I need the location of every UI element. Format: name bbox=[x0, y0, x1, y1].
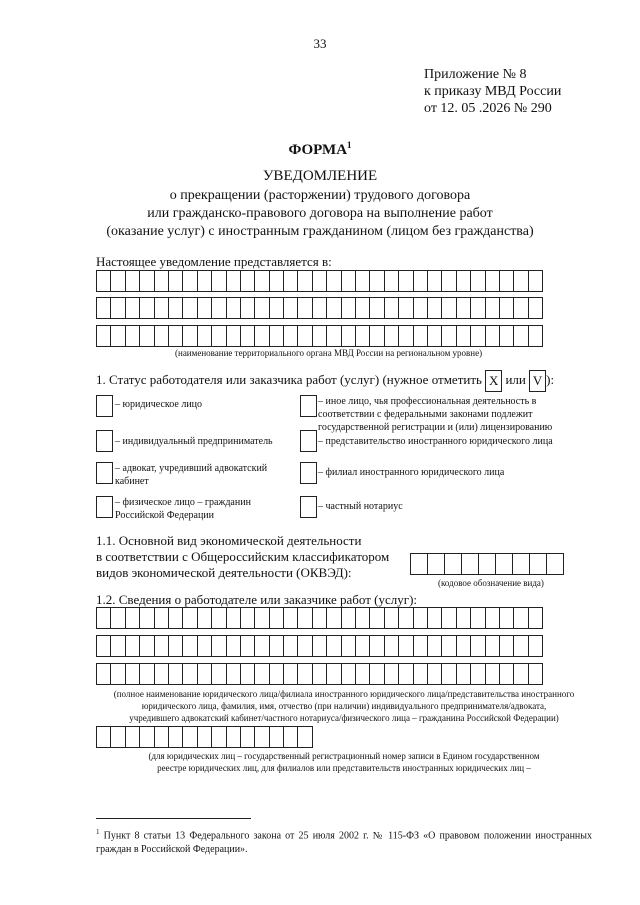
grid-cell[interactable] bbox=[154, 635, 169, 657]
grid-cell[interactable] bbox=[355, 270, 370, 292]
grid-cell[interactable] bbox=[513, 607, 528, 629]
grid-cell[interactable] bbox=[485, 635, 500, 657]
grid-cell[interactable] bbox=[427, 635, 442, 657]
grid-cell[interactable] bbox=[125, 726, 140, 748]
grid-cell[interactable] bbox=[226, 663, 241, 685]
grid-cell[interactable] bbox=[197, 325, 212, 347]
grid-cell[interactable] bbox=[254, 635, 269, 657]
grid-cell[interactable] bbox=[427, 607, 442, 629]
grid-cell[interactable] bbox=[456, 663, 471, 685]
employer-caption-line-1: (полное наименование юридического лица/филиала иностранного юридического лица/представительства иностранного bbox=[113, 689, 575, 699]
grid-cell[interactable] bbox=[269, 726, 284, 748]
grid-cell[interactable] bbox=[398, 635, 413, 657]
grid-cell[interactable] bbox=[182, 270, 197, 292]
grid-cell[interactable] bbox=[528, 635, 543, 657]
grid-cell[interactable] bbox=[269, 297, 284, 319]
grid-cell[interactable] bbox=[499, 663, 514, 685]
grid-cell[interactable] bbox=[441, 607, 456, 629]
grid-cell[interactable] bbox=[413, 270, 428, 292]
grid-cell[interactable] bbox=[226, 270, 241, 292]
grid-cell[interactable] bbox=[96, 726, 111, 748]
section-1-1-line-1: 1.1. Основной вид экономической деятельности bbox=[96, 533, 362, 548]
grid-cell[interactable] bbox=[96, 325, 111, 347]
grid-cell[interactable] bbox=[240, 726, 255, 748]
grid-cell[interactable] bbox=[384, 663, 399, 685]
territorial-grid-row-2[interactable] bbox=[96, 297, 542, 319]
grid-cell[interactable] bbox=[182, 297, 197, 319]
document-title: УВЕДОМЛЕНИЕ bbox=[262, 168, 378, 184]
grid-cell[interactable] bbox=[240, 270, 255, 292]
grid-cell[interactable] bbox=[326, 297, 341, 319]
form-label-text: ФОРМА bbox=[288, 142, 348, 158]
grid-cell[interactable] bbox=[369, 270, 384, 292]
section-1-label bbox=[96, 370, 554, 392]
option-notary: – частный нотариус bbox=[318, 501, 403, 512]
grid-cell[interactable] bbox=[125, 270, 140, 292]
grid-cell[interactable] bbox=[96, 663, 111, 685]
grid-cell[interactable] bbox=[341, 635, 356, 657]
option-other-person: – иное лицо, чья профессиональная деятельность в соответствии с федеральными законами подлежит государственной регистрации и (или) лицензированию bbox=[318, 396, 553, 433]
section-1-label-start: 1. Статус работодателя или заказчика работ (услуг) (нужное отметить bbox=[96, 371, 482, 387]
grid-cell[interactable] bbox=[470, 325, 485, 347]
grid-cell[interactable] bbox=[441, 663, 456, 685]
territorial-grid-row-1[interactable] bbox=[96, 270, 542, 292]
grid-cell[interactable] bbox=[384, 325, 399, 347]
grid-cell[interactable] bbox=[528, 607, 543, 629]
grid-cell[interactable] bbox=[369, 297, 384, 319]
grid-cell[interactable] bbox=[499, 325, 514, 347]
grid-cell[interactable] bbox=[413, 635, 428, 657]
grid-cell[interactable] bbox=[139, 663, 154, 685]
grid-cell[interactable] bbox=[226, 726, 241, 748]
grid-cell[interactable] bbox=[485, 297, 500, 319]
grid-cell[interactable] bbox=[529, 553, 547, 575]
grid-cell[interactable] bbox=[254, 297, 269, 319]
grid-cell[interactable] bbox=[485, 607, 500, 629]
grid-cell[interactable] bbox=[269, 635, 284, 657]
grid-cell[interactable] bbox=[470, 607, 485, 629]
registration-number-grid[interactable] bbox=[96, 726, 312, 748]
grid-cell[interactable] bbox=[513, 663, 528, 685]
grid-cell[interactable] bbox=[413, 325, 428, 347]
grid-cell[interactable] bbox=[528, 270, 543, 292]
grid-cell[interactable] bbox=[410, 553, 428, 575]
grid-cell[interactable] bbox=[96, 607, 111, 629]
grid-cell[interactable] bbox=[384, 297, 399, 319]
grid-cell[interactable] bbox=[283, 663, 298, 685]
section-1-label-end: ): bbox=[546, 371, 555, 387]
grid-cell[interactable] bbox=[297, 270, 312, 292]
grid-cell[interactable] bbox=[470, 297, 485, 319]
grid-cell[interactable] bbox=[254, 325, 269, 347]
grid-cell[interactable] bbox=[211, 635, 226, 657]
grid-cell[interactable] bbox=[211, 270, 226, 292]
grid-cell[interactable] bbox=[499, 635, 514, 657]
grid-cell[interactable] bbox=[470, 270, 485, 292]
grid-cell[interactable] bbox=[240, 635, 255, 657]
grid-cell[interactable] bbox=[110, 607, 125, 629]
employer-caption-line-3: учредившего адвокатский кабинет/частного нотариуса/физического лица – гражданина Российской Федерации) bbox=[129, 713, 559, 723]
grid-cell[interactable] bbox=[341, 325, 356, 347]
grid-cell[interactable] bbox=[125, 635, 140, 657]
grid-cell[interactable] bbox=[297, 635, 312, 657]
footnote-text: Пункт 8 статьи 13 Федерального закона от 25 июля 2002 г. № 115-ФЗ «О правовом положении иностранных граждан в Российской Федерации». bbox=[96, 830, 593, 856]
grid-cell[interactable] bbox=[283, 325, 298, 347]
grid-cell[interactable] bbox=[478, 553, 496, 575]
grid-cell[interactable] bbox=[269, 270, 284, 292]
grid-cell[interactable] bbox=[456, 297, 471, 319]
section-1-1-line-2: в соответствии с Общероссийским классификатором bbox=[96, 549, 390, 564]
grid-cell[interactable] bbox=[341, 607, 356, 629]
grid-cell[interactable] bbox=[254, 270, 269, 292]
intro-text: Настоящее уведомление представляется в: bbox=[96, 254, 332, 269]
grid-cell[interactable] bbox=[240, 663, 255, 685]
grid-cell[interactable] bbox=[427, 325, 442, 347]
grid-cell[interactable] bbox=[355, 325, 370, 347]
footnote-separator bbox=[96, 818, 251, 819]
grid-cell[interactable] bbox=[470, 635, 485, 657]
grid-cell[interactable] bbox=[139, 297, 154, 319]
grid-cell[interactable] bbox=[398, 663, 413, 685]
grid-cell[interactable] bbox=[211, 726, 226, 748]
grid-cell[interactable] bbox=[211, 663, 226, 685]
okved-code-grid[interactable] bbox=[410, 553, 563, 575]
grid-cell[interactable] bbox=[110, 297, 125, 319]
grid-cell[interactable] bbox=[211, 325, 226, 347]
grid-cell[interactable] bbox=[456, 270, 471, 292]
footnote bbox=[96, 825, 592, 857]
grid-cell[interactable] bbox=[283, 297, 298, 319]
grid-cell[interactable] bbox=[441, 270, 456, 292]
grid-cell[interactable] bbox=[154, 325, 169, 347]
grid-cell[interactable] bbox=[312, 270, 327, 292]
grid-cell[interactable] bbox=[110, 726, 125, 748]
grid-cell[interactable] bbox=[125, 325, 140, 347]
subtitle-line-2: или гражданско-правового договора на выполнение работ bbox=[147, 206, 493, 221]
grid-cell[interactable] bbox=[427, 270, 442, 292]
grid-cell[interactable] bbox=[197, 663, 212, 685]
checkbox-lawyer[interactable] bbox=[96, 462, 113, 484]
grid-cell[interactable] bbox=[384, 635, 399, 657]
grid-cell[interactable] bbox=[341, 663, 356, 685]
registration-caption bbox=[96, 750, 592, 774]
grid-cell[interactable] bbox=[96, 635, 111, 657]
grid-cell[interactable] bbox=[485, 663, 500, 685]
grid-cell[interactable] bbox=[456, 325, 471, 347]
grid-cell[interactable] bbox=[499, 297, 514, 319]
employer-caption-line-2: юридического лица, фамилия, имя, отчество (при наличии) индивидуального предпринимателя/адвоката, bbox=[141, 701, 547, 711]
grid-cell[interactable] bbox=[326, 635, 341, 657]
grid-cell[interactable] bbox=[154, 663, 169, 685]
grid-cell[interactable] bbox=[398, 270, 413, 292]
grid-cell[interactable] bbox=[197, 726, 212, 748]
grid-cell[interactable] bbox=[182, 663, 197, 685]
grid-cell[interactable] bbox=[427, 663, 442, 685]
grid-cell[interactable] bbox=[312, 297, 327, 319]
checkbox-representative-office[interactable] bbox=[300, 430, 317, 452]
grid-cell[interactable] bbox=[182, 635, 197, 657]
grid-cell[interactable] bbox=[197, 297, 212, 319]
grid-cell[interactable] bbox=[528, 663, 543, 685]
grid-cell[interactable] bbox=[461, 553, 479, 575]
section-1-2-label: 1.2. Сведения о работодателе или заказчике работ (услуг): bbox=[96, 592, 418, 607]
grid-cell[interactable] bbox=[168, 607, 183, 629]
grid-cell[interactable] bbox=[413, 297, 428, 319]
grid-cell[interactable] bbox=[369, 325, 384, 347]
grid-cell[interactable] bbox=[427, 553, 445, 575]
grid-cell[interactable] bbox=[355, 635, 370, 657]
grid-cell[interactable] bbox=[269, 607, 284, 629]
grid-cell[interactable] bbox=[513, 325, 528, 347]
grid-cell[interactable] bbox=[427, 297, 442, 319]
grid-cell[interactable] bbox=[154, 607, 169, 629]
grid-cell[interactable] bbox=[546, 553, 564, 575]
checkbox-individual-citizen[interactable] bbox=[96, 496, 113, 518]
grid-cell[interactable] bbox=[297, 726, 312, 748]
grid-cell[interactable] bbox=[254, 663, 269, 685]
footnote-mark: 1 bbox=[96, 828, 100, 836]
grid-cell[interactable] bbox=[182, 607, 197, 629]
grid-cell[interactable] bbox=[168, 270, 183, 292]
section-1-1-label bbox=[96, 533, 389, 581]
document-subtitle bbox=[0, 187, 640, 241]
grid-cell[interactable] bbox=[254, 726, 269, 748]
grid-cell[interactable] bbox=[125, 297, 140, 319]
mark-v-box: V bbox=[529, 370, 546, 392]
grid-cell[interactable] bbox=[226, 607, 241, 629]
grid-cell[interactable] bbox=[297, 297, 312, 319]
grid-cell[interactable] bbox=[499, 607, 514, 629]
grid-cell[interactable] bbox=[326, 325, 341, 347]
checkbox-individual-entrepreneur[interactable] bbox=[96, 430, 113, 452]
grid-cell[interactable] bbox=[398, 325, 413, 347]
grid-cell[interactable] bbox=[226, 635, 241, 657]
grid-cell[interactable] bbox=[154, 297, 169, 319]
grid-cell[interactable] bbox=[110, 325, 125, 347]
grid-cell[interactable] bbox=[369, 635, 384, 657]
employer-grid-row-3[interactable] bbox=[96, 663, 542, 685]
grid-cell[interactable] bbox=[444, 553, 462, 575]
grid-cell[interactable] bbox=[283, 607, 298, 629]
grid-cell[interactable] bbox=[413, 663, 428, 685]
grid-cell[interactable] bbox=[513, 635, 528, 657]
grid-cell[interactable] bbox=[312, 325, 327, 347]
grid-cell[interactable] bbox=[326, 607, 341, 629]
grid-cell[interactable] bbox=[283, 270, 298, 292]
grid-cell[interactable] bbox=[312, 635, 327, 657]
grid-cell[interactable] bbox=[226, 297, 241, 319]
page-number: 33 bbox=[313, 36, 327, 51]
grid-cell[interactable] bbox=[110, 635, 125, 657]
grid-cell[interactable] bbox=[384, 270, 399, 292]
grid-cell[interactable] bbox=[240, 297, 255, 319]
grid-cell[interactable] bbox=[283, 726, 298, 748]
grid-cell[interactable] bbox=[168, 635, 183, 657]
grid-cell[interactable] bbox=[182, 726, 197, 748]
annex-line-2: к приказу МВД России bbox=[424, 84, 562, 99]
annex-line-3: от 12. 05 .2026 № 290 bbox=[424, 101, 552, 116]
option-lawyer: – адвокат, учредивший адвокатский кабинет bbox=[115, 463, 268, 487]
grid-cell[interactable] bbox=[355, 297, 370, 319]
grid-cell[interactable] bbox=[139, 325, 154, 347]
grid-cell[interactable] bbox=[312, 663, 327, 685]
grid-cell[interactable] bbox=[528, 297, 543, 319]
grid-cell[interactable] bbox=[355, 607, 370, 629]
grid-cell[interactable] bbox=[495, 553, 513, 575]
form-label bbox=[0, 140, 640, 159]
employer-grid-row-2[interactable] bbox=[96, 635, 542, 657]
grid-cell[interactable] bbox=[110, 663, 125, 685]
grid-cell[interactable] bbox=[182, 325, 197, 347]
grid-cell[interactable] bbox=[197, 270, 212, 292]
grid-cell[interactable] bbox=[456, 635, 471, 657]
subtitle-line-3: (оказание услуг) с иностранным гражданином (лицом без гражданства) bbox=[106, 224, 534, 239]
grid-cell[interactable] bbox=[139, 635, 154, 657]
registration-caption-line-1: (для юридических лиц – государственный регистрационный номер записи в Едином государственном bbox=[148, 751, 540, 761]
grid-cell[interactable] bbox=[398, 607, 413, 629]
grid-cell[interactable] bbox=[125, 663, 140, 685]
grid-cell[interactable] bbox=[341, 297, 356, 319]
grid-cell[interactable] bbox=[441, 297, 456, 319]
grid-cell[interactable] bbox=[154, 726, 169, 748]
checkbox-branch[interactable] bbox=[300, 462, 317, 484]
annex-line-1: Приложение № 8 bbox=[424, 67, 527, 82]
grid-cell[interactable] bbox=[513, 270, 528, 292]
mark-x-box: X bbox=[485, 370, 502, 392]
grid-cell[interactable] bbox=[110, 270, 125, 292]
territorial-grid-row-3[interactable] bbox=[96, 325, 542, 347]
option-branch: – филиал иностранного юридического лица bbox=[318, 467, 505, 478]
option-legal-entity: – юридическое лицо bbox=[115, 399, 203, 410]
territorial-caption: (наименование территориального органа МВД России на региональном уровне) bbox=[175, 348, 483, 358]
grid-cell[interactable] bbox=[211, 607, 226, 629]
registration-caption-line-2: реестре юридических лиц, для филиалов или представительств иностранных юридических лиц – bbox=[157, 763, 531, 773]
grid-cell[interactable] bbox=[441, 635, 456, 657]
grid-cell[interactable] bbox=[369, 607, 384, 629]
grid-cell[interactable] bbox=[513, 297, 528, 319]
grid-cell[interactable] bbox=[269, 325, 284, 347]
grid-cell[interactable] bbox=[485, 325, 500, 347]
grid-cell[interactable] bbox=[125, 607, 140, 629]
grid-cell[interactable] bbox=[528, 325, 543, 347]
grid-cell[interactable] bbox=[456, 607, 471, 629]
grid-cell[interactable] bbox=[283, 635, 298, 657]
grid-cell[interactable] bbox=[470, 663, 485, 685]
employer-caption bbox=[96, 688, 592, 724]
grid-cell[interactable] bbox=[240, 325, 255, 347]
grid-cell[interactable] bbox=[326, 270, 341, 292]
grid-cell[interactable] bbox=[441, 325, 456, 347]
okved-caption: (кодовое обозначение вида) bbox=[438, 578, 544, 588]
employer-grid-row-1[interactable] bbox=[96, 607, 542, 629]
grid-cell[interactable] bbox=[168, 726, 183, 748]
grid-cell[interactable] bbox=[384, 607, 399, 629]
option-individual-citizen: – физическое лицо – гражданин Российской Федерации bbox=[115, 497, 251, 521]
grid-cell[interactable] bbox=[297, 607, 312, 629]
grid-cell[interactable] bbox=[168, 297, 183, 319]
grid-cell[interactable] bbox=[398, 297, 413, 319]
grid-cell[interactable] bbox=[154, 270, 169, 292]
grid-cell[interactable] bbox=[312, 607, 327, 629]
grid-cell[interactable] bbox=[240, 607, 255, 629]
option-representative-office: – представительство иностранного юридического лица bbox=[318, 436, 553, 447]
grid-cell[interactable] bbox=[254, 607, 269, 629]
grid-cell[interactable] bbox=[139, 270, 154, 292]
grid-cell[interactable] bbox=[355, 663, 370, 685]
grid-cell[interactable] bbox=[211, 297, 226, 319]
grid-cell[interactable] bbox=[341, 270, 356, 292]
grid-cell[interactable] bbox=[499, 270, 514, 292]
grid-cell[interactable] bbox=[369, 663, 384, 685]
subtitle-line-1: о прекращении (расторжении) трудового договора bbox=[169, 188, 471, 203]
or-word: или bbox=[505, 371, 526, 387]
option-individual-entrepreneur: – индивидуальный предприниматель bbox=[115, 436, 273, 447]
section-1-1-line-3: видов экономической деятельности (ОКВЭД): bbox=[96, 565, 352, 580]
grid-cell[interactable] bbox=[413, 607, 428, 629]
grid-cell[interactable] bbox=[139, 726, 154, 748]
grid-cell[interactable] bbox=[96, 270, 111, 292]
grid-cell[interactable] bbox=[197, 635, 212, 657]
form-footnote-mark: 1 bbox=[347, 140, 352, 150]
grid-cell[interactable] bbox=[96, 297, 111, 319]
annex-header bbox=[424, 66, 561, 117]
grid-cell[interactable] bbox=[197, 607, 212, 629]
grid-cell[interactable] bbox=[269, 663, 284, 685]
grid-cell[interactable] bbox=[512, 553, 530, 575]
grid-cell[interactable] bbox=[297, 663, 312, 685]
grid-cell[interactable] bbox=[297, 325, 312, 347]
grid-cell[interactable] bbox=[485, 270, 500, 292]
grid-cell[interactable] bbox=[326, 663, 341, 685]
grid-cell[interactable] bbox=[139, 607, 154, 629]
grid-cell[interactable] bbox=[168, 325, 183, 347]
checkbox-other-person[interactable] bbox=[300, 395, 317, 417]
grid-cell[interactable] bbox=[168, 663, 183, 685]
checkbox-notary[interactable] bbox=[300, 496, 317, 518]
checkbox-legal-entity[interactable] bbox=[96, 395, 113, 417]
grid-cell[interactable] bbox=[226, 325, 241, 347]
